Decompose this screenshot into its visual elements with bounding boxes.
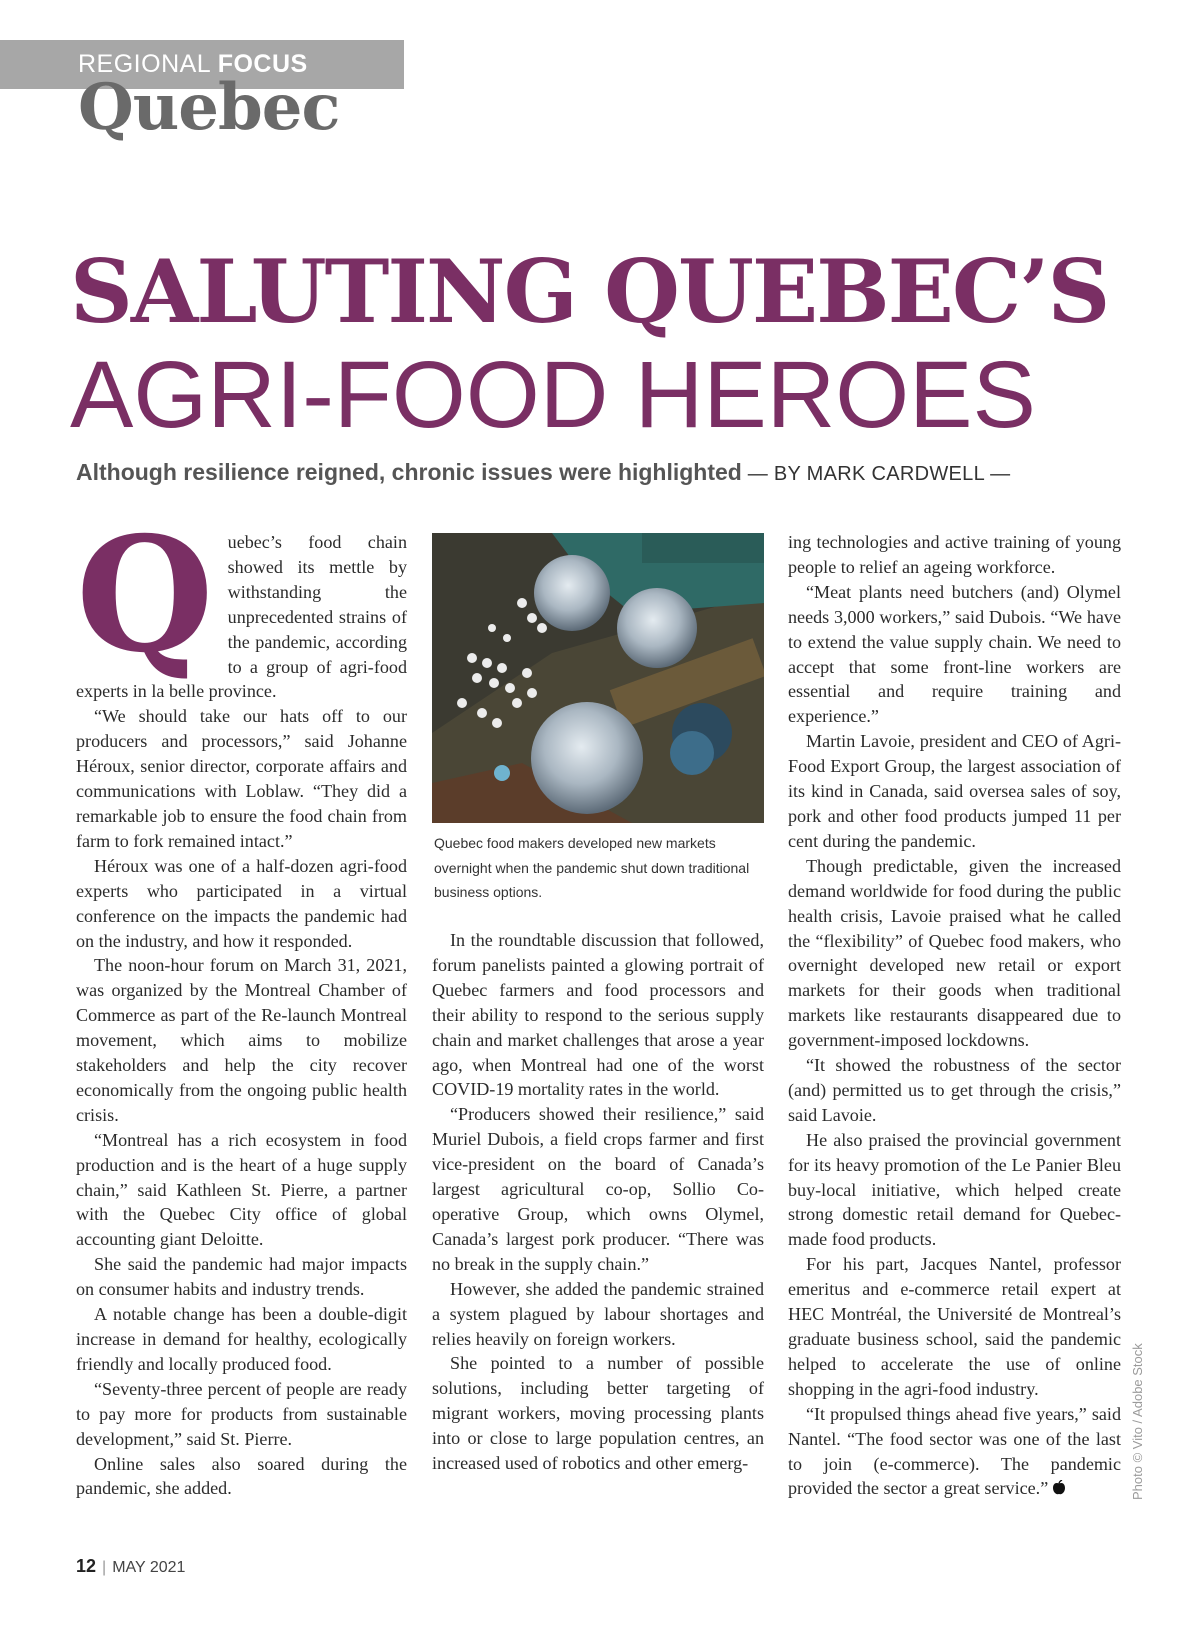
headline-line-2: AGRI-FOOD HEROES [70,342,1036,448]
paragraph: A notable change has been a double-digit increase in demand for healthy, ecologically friendly and locally produced food. [76,1304,407,1374]
apple-end-mark-icon [1052,1480,1066,1496]
paragraph: Online sales also soared during the pandemic, she added. [76,1453,407,1499]
paragraph [788,1402,1121,1502]
paragraph: “Montreal has a rich ecosystem in food production and is the heart of a huge supply chain,” said Kathleen St. Pierre, a partner with the Quebec City office of global accounting giant Deloitte. [76,1129,407,1250]
paragraph: “It showed the robustness of the sector (and) permitted us to get through the crisis,” said Lavoie. [788,1055,1121,1125]
region-name: Quebec [78,70,340,145]
photo-credit: Photo © Vito / Adobe Stock [1130,1343,1145,1500]
deck [76,459,1156,486]
paragraph: “We should take our hats off to our producers and processors,” said Johanne Héroux, senior director, corporate affairs and communications with Loblaw. “They did a remarkable job to ensure the food chain from farm to fork remained intact.” [76,706,407,851]
article-photo [432,533,764,823]
byline: — BY MARK CARDWELL — [741,463,1011,485]
paragraph: However, she added the pandemic strained a system plagued by labour shortages and relies heavily on foreign workers. [432,1278,764,1349]
drop-cap: Q [76,503,214,688]
paragraph: She said the pandemic had major impacts on consumer habits and industry trends. [76,1254,407,1300]
paragraph: “Meat plants need butchers (and) Olymel needs 3,000 workers,” said Dubois. “We have to extend the value supply chain. We need to accept that some front-line workers are essential and require training and experience.” [788,581,1121,727]
grain-silos-aerial-image [432,533,764,823]
paragraph: She pointed to a number of possible solutions, including better targeting of migrant workers, moving processing plants into or close to large population centres, an increased used of robotics and other emerg- [432,1353,764,1474]
deck-text: Although resilience reigned, chronic issues were highlighted [76,459,742,485]
paragraph: In the roundtable discussion that followed, forum panelists painted a glowing portrait of Quebec farmers and food processors and their ability to respond to the serious supply chain and market challenges that arose a year ago, when Montreal had one of the worst COVID-19 mortality rates in the world. [432,930,764,1100]
paragraph: The noon-hour forum on March 31, 2021, was organized by the Montreal Chamber of Commerce as part of the Re-launch Montreal movement, which aims to mobilize stakeholders and help the city recover economically from the ongoing public health crisis. [76,955,407,1125]
paragraph: Martin Lavoie, president and CEO of Agri-Food Export Group, the largest association of its kind in Canada, said oversea sales of soy, pork and other food products jumped 11 per cent during the pandemic. [788,731,1121,851]
paragraph: uebec’s food chain showed its mettle by withstanding the unprecedented strains of the pandemic, according to a group of agri-food experts in la belle province. [76,532,407,702]
article-column-1 [76,503,407,1501]
paragraph-text: “It propulsed things ahead five years,” said Nantel. “The food sector was one of the last to join (e-commerce). The pandemic provided the sector a great service.” [788,1403,1121,1499]
footer-separator: | [102,1559,107,1576]
paragraph: “Producers showed their resilience,” said Muriel Dubois, a field crops farmer and first vice-president on the board of Canada’s largest agricultural co-op, Sollio Co-operative Group, which owns Olymel, Canada’s largest pork producer. “There was no break in the supply chain.” [432,1104,764,1274]
photo-caption: Quebec food makers developed new markets overnight when the pandemic shut down traditional business options. [434,835,750,900]
paragraph: Though predictable, given the increased demand worldwide for food during the public health crisis, Lavoie praised what he called the “flexibility” of Quebec food makers, who overnight developed new retail or export markets for their goods when traditional markets like restaurants disappeared due to government-imposed lockdowns. [788,855,1121,1051]
paragraph: ing technologies and active training of young people to relief an ageing workforce. [788,532,1121,577]
page-number: 12 [76,1556,97,1576]
paragraph: He also praised the provincial government for its heavy promotion of the Le Panier Bleu buy-local initiative, which helped create strong domestic retail demand for Quebec-made food products. [788,1129,1121,1250]
article-column-2 [432,928,764,1476]
page-footer [76,1556,185,1577]
issue-date: MAY 2021 [112,1559,186,1576]
section-label: REGIONAL FOCUS [78,50,308,78]
paragraph: “Seventy-three percent of people are ready to pay more for products from sustainable development,” said St. Pierre. [76,1378,407,1449]
paragraph: Héroux was one of a half-dozen agri-food experts who participated in a virtual conference on the impacts the pandemic had on the industry, and how it responded. [76,855,407,951]
headline-line-1: SALUTING QUEBEC’S [70,240,1109,343]
article-column-3 [788,530,1121,1501]
paragraph: For his part, Jacques Nantel, professor emeritus and e-commerce retail expert at HEC Montréal, the Université de Montreal’s graduate business school, said the pandemic helped to accelerate the use of online shopping in the agri-food industry. [788,1254,1121,1399]
